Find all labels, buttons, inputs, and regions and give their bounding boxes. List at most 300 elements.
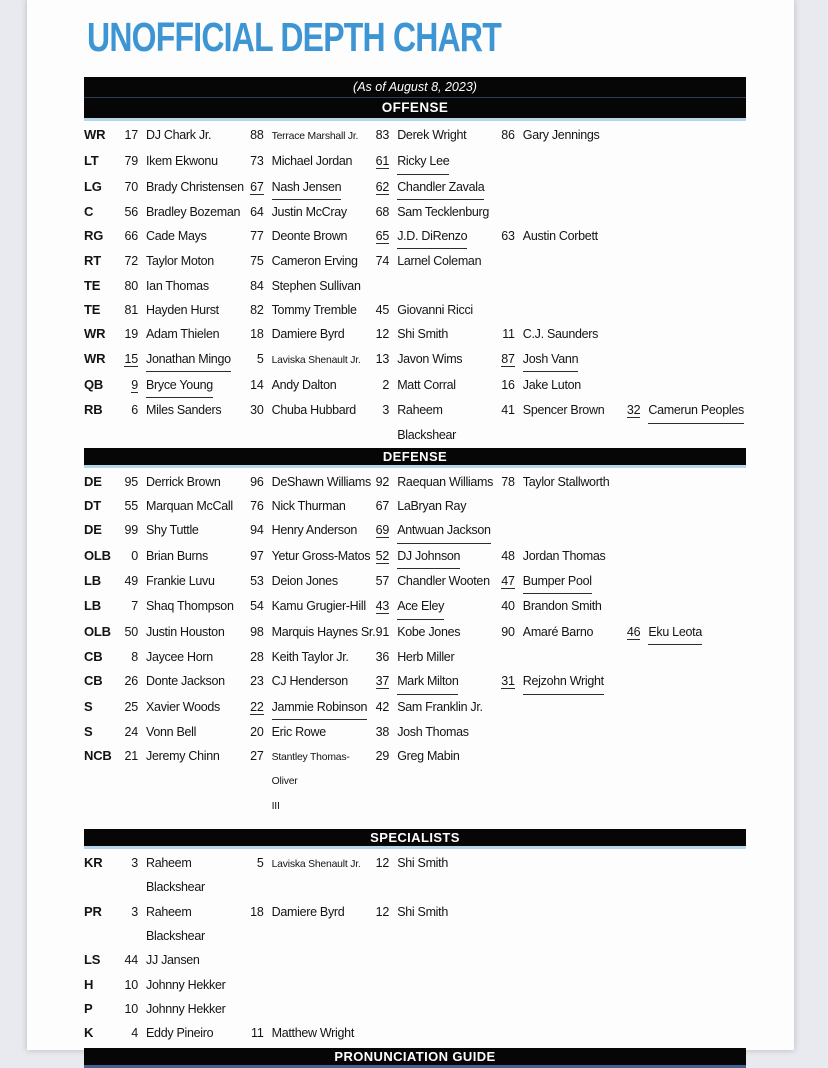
player-name: Spencer Brown [522,403,605,418]
depth-row [84,620,746,645]
player-entry [244,669,370,693]
player-name: Matt Corral [397,377,456,392]
player-entry [495,594,621,618]
defense-rows [84,470,746,819]
player-entry [369,373,495,397]
player-name: Tommy Tremble [271,303,357,318]
player-name: Antwuan Jackson [397,518,490,543]
player-entry [244,620,376,644]
position-label: OLB [84,623,111,639]
player-name: Laviska Shenault Jr. [271,354,361,366]
player-name: Stantley Thomas-Oliver III [271,752,350,812]
player-entry [244,1021,370,1045]
player-number: 64 [250,204,264,219]
player-number: 37 [375,674,390,689]
player-entry [495,398,621,422]
player-name: Stephen Sullivan [271,278,361,293]
player-entry [495,470,621,494]
player-entry [118,669,244,693]
player-name: Sam Franklin Jr. [397,699,483,714]
player-number: 53 [250,574,264,589]
depth-row [84,900,746,949]
player-name: Chuba Hubbard [271,403,356,418]
player-name: Raheem Blackshear [397,403,457,442]
player-number: 5 [256,856,264,871]
position-label: DE [84,473,102,489]
player-number: 97 [250,548,264,563]
player-entry [118,398,244,422]
position-label: C [84,203,94,219]
player-entry [118,298,244,322]
player-number: 96 [250,474,264,489]
position-label: DE [84,522,102,538]
player-number: 5 [256,351,264,366]
player-name: Jake Luton [522,377,581,392]
player-name: LaBryan Ray [397,499,467,514]
player-name: Ikem Ekwonu [146,154,218,169]
depth-row [84,973,746,997]
player-entry [369,298,495,322]
pronunciation-guide-header-bar [84,1048,746,1068]
player-number: 22 [250,699,264,714]
depth-row [84,669,746,694]
player-name: Brandon Smith [522,599,602,614]
player-name: Chandler Zavala [397,175,484,200]
player-entry [118,900,244,949]
player-name: Damiere Byrd [271,327,345,342]
position-label: S [84,723,93,739]
player-name: Raheem Blackshear [146,904,205,943]
player-number: 63 [501,229,515,244]
player-name: Justin McCray [271,204,347,219]
player-name: Deonte Brown [271,229,348,244]
depth-row [84,544,746,569]
player-number: 49 [124,574,138,589]
player-number: 4 [131,1026,138,1041]
player-number: 67 [375,499,390,514]
player-number: 44 [124,953,138,968]
player-number: 72 [124,254,138,269]
player-entry [244,298,370,322]
player-name: Gary Jennings [522,128,600,142]
player-number: 27 [250,749,264,764]
player-name: Mark Milton [397,669,458,694]
player-entry [118,544,244,568]
player-entry [369,669,495,694]
player-number: 54 [250,599,264,614]
player-name: DJ Chark Jr. [146,128,212,142]
player-entry [118,997,244,1021]
player-name: Ace Eley [397,594,444,619]
document-page [27,0,794,1065]
player-name: Herb Miller [397,649,455,664]
player-number: 73 [250,154,264,169]
position-label: LT [84,153,99,169]
player-number: 80 [124,278,138,293]
player-entry [244,569,370,593]
player-entry [369,851,495,875]
player-name: Justin Houston [146,624,225,639]
player-name: Ricky Lee [397,149,449,174]
player-number: 20 [250,724,264,739]
player-name: Chandler Wooten [397,574,490,589]
player-name: Shaq Thompson [146,599,234,614]
player-entry [244,494,370,518]
player-name: Camerun Peoples [648,398,744,423]
player-entry [244,851,370,877]
defense-header-bar [84,448,746,468]
depth-row [84,645,746,669]
player-number: 7 [131,599,138,614]
player-name: Raheem Blackshear [146,856,205,895]
player-name: Laviska Shenault Jr. [271,859,361,871]
player-entry [244,175,370,200]
player-number: 74 [375,254,390,269]
player-name: Johnny Hekker [146,977,226,992]
player-number: 56 [124,204,138,219]
player-entry [495,347,621,372]
player-entry [369,224,495,249]
player-entry [118,518,244,542]
player-number: 57 [375,574,390,589]
player-name: DeShawn Williams [271,474,371,489]
player-name: JJ Jansen [146,953,200,968]
player-name: Yetur Gross-Matos [271,548,371,563]
position-label: RG [84,228,104,244]
player-entry [369,149,495,174]
player-entry [118,175,244,199]
player-name: Miles Sanders [146,403,222,418]
player-entry [118,720,244,744]
depth-row [84,249,746,273]
player-number: 61 [375,154,390,169]
player-number: 76 [250,499,264,514]
player-name: Nick Thurman [271,499,346,514]
player-entry [620,398,746,423]
player-name: Bumper Pool [523,569,592,594]
player-number: 21 [124,749,138,764]
player-name: Amaré Barno [522,624,594,639]
player-entry [244,518,370,542]
as-of-date: (As of August 8, 2023) [84,77,746,98]
position-label: NCB [84,748,112,764]
player-name: Rejzohn Wright [523,669,604,694]
player-entry [244,347,370,373]
player-entry [369,544,495,569]
player-entry [118,249,244,273]
player-number: 3 [382,403,390,418]
player-entry [118,695,244,719]
player-number: 10 [124,1001,138,1016]
player-name: Raequan Williams [397,474,494,489]
player-name: Cameron Erving [271,254,358,269]
player-entry [244,322,370,346]
player-number: 28 [250,649,264,664]
player-number: 83 [375,128,390,142]
player-name: Jeremy Chinn [146,749,220,764]
player-number: 98 [250,624,264,639]
player-number: 17 [124,128,138,142]
player-entry [244,594,370,618]
depth-row [84,347,746,373]
player-name: Jaycee Horn [146,649,213,664]
player-entry [118,149,244,173]
player-name: Terrace Marshall Jr. [271,131,359,142]
player-entry [118,274,244,298]
position-label: S [84,698,93,714]
player-name: Josh Thomas [397,724,469,739]
player-name: Josh Vann [523,347,578,372]
player-name: Derek Wright [397,128,467,142]
player-name: Sam Tecklenburg [397,204,490,219]
depth-row [84,149,746,174]
depth-row [84,594,746,619]
player-name: Javon Wims [397,351,463,366]
player-number: 88 [250,128,264,142]
player-name: Shy Tuttle [146,523,199,538]
player-number: 66 [124,229,138,244]
player-name: Adam Thielen [146,327,220,342]
player-entry [118,1021,244,1045]
player-number: 3 [131,904,138,919]
player-entry [244,373,370,397]
position-label: WR [84,326,106,342]
player-number: 3 [131,856,138,871]
depth-row [84,997,746,1021]
section-label-pronunciation-guide: PRONUNCIATION GUIDE [334,1049,496,1065]
player-entry [495,569,621,594]
player-number: 12 [375,904,390,919]
player-number: 47 [501,574,515,589]
player-entry [118,347,244,372]
player-name: Eddy Pineiro [146,1026,214,1041]
player-entry [118,569,244,593]
player-number: 38 [375,724,390,739]
player-name: CJ Henderson [271,674,348,689]
player-number: 48 [501,548,515,563]
player-name: Keith Taylor Jr. [271,649,349,664]
player-entry [369,347,495,371]
player-name: Larnel Coleman [397,254,482,269]
player-number: 36 [375,649,390,664]
player-number: 12 [375,856,390,871]
position-label: RT [84,253,101,269]
player-number: 69 [375,523,390,538]
player-number: 95 [124,474,138,489]
player-name: Jonathan Mingo [146,347,231,372]
player-name: Austin Corbett [522,229,598,244]
player-name: Cade Mays [146,229,207,244]
player-number: 92 [375,474,390,489]
player-number: 81 [124,303,138,318]
player-entry [244,720,370,744]
offense-rows [84,123,746,447]
player-name: Bryce Young [146,373,213,398]
player-number: 52 [375,548,390,563]
depth-row [84,948,746,972]
player-entry [369,900,495,924]
player-entry [118,851,244,900]
player-number: 50 [124,624,138,639]
player-entry [369,594,495,619]
player-entry [244,123,370,149]
player-entry [118,373,244,398]
player-number: 86 [501,128,515,142]
player-number: 11 [251,1026,264,1041]
depth-chart-content [84,0,746,1068]
depth-row [84,224,746,249]
player-name: Ian Thomas [146,278,209,293]
player-entry [369,123,495,147]
player-entry [118,744,244,768]
section-label-defense: DEFENSE [382,448,448,464]
position-label: WR [84,127,106,142]
depth-row [84,470,746,494]
position-label: WR [84,350,106,366]
position-label: K [84,1025,94,1041]
player-number: 99 [124,523,138,538]
player-name: Jordan Thomas [522,548,606,563]
player-number: 91 [375,624,390,639]
player-name: Derrick Brown [146,474,221,489]
player-name: Marquan McCall [146,499,233,514]
player-number: 42 [375,699,390,714]
player-number: 94 [250,523,264,538]
player-number: 16 [501,377,515,392]
player-number: 29 [375,749,390,764]
position-label: KR [84,855,103,871]
player-entry [118,470,244,494]
depth-row [84,1021,746,1045]
player-name: Giovanni Ricci [397,303,473,318]
player-name: Taylor Stallworth [522,474,610,489]
player-name: Shi Smith [397,904,448,919]
player-number: 6 [131,403,138,418]
position-label: LB [84,598,101,614]
player-name: Nash Jensen [272,175,342,200]
player-name: J.D. DiRenzo [397,224,467,249]
player-name: Xavier Woods [146,699,220,714]
depth-row [84,398,746,447]
player-number: 82 [250,303,264,318]
position-label: TE [84,277,101,293]
player-number: 40 [501,599,515,614]
player-number: 2 [382,377,390,392]
player-name: C.J. Saunders [522,327,599,342]
player-entry [495,123,621,147]
player-entry [244,249,370,273]
player-entry [495,322,621,346]
player-entry [244,544,370,568]
depth-row [84,322,746,346]
player-entry [118,224,244,248]
player-number: 24 [124,724,138,739]
player-entry [369,398,495,447]
player-number: 41 [501,403,515,418]
section-label-specialists: SPECIALISTS [370,830,460,846]
player-name: Frankie Luvu [146,574,215,589]
depth-row [84,518,746,543]
player-entry [495,224,621,248]
player-entry [118,594,244,618]
depth-row [84,175,746,200]
player-name: Shi Smith [397,327,448,342]
player-entry [369,695,495,719]
player-name: Kobe Jones [397,624,461,639]
player-number: 78 [501,474,515,489]
player-name: Brian Burns [146,548,209,563]
position-label: H [84,976,94,992]
player-entry [495,620,621,644]
player-name: Eku Leota [648,620,702,645]
player-entry [369,200,495,224]
player-number: 13 [375,351,390,366]
player-number: 45 [375,303,390,318]
position-label: LB [84,573,101,589]
player-number: 65 [375,229,390,244]
player-name: Bradley Bozeman [146,204,241,219]
player-number: 84 [250,278,264,293]
player-name: Brady Christensen [146,179,244,194]
depth-row [84,373,746,398]
player-entry [118,200,244,224]
depth-row [84,123,746,149]
player-entry [244,695,370,720]
player-name: Hayden Hurst [146,303,219,318]
depth-row [84,720,746,744]
player-number: 79 [124,154,138,169]
player-name: Shi Smith [397,856,448,871]
player-name: DJ Johnson [397,544,460,569]
player-number: 55 [124,499,138,514]
player-entry [118,948,244,972]
player-entry [244,470,370,494]
position-label: CB [84,673,103,689]
player-entry [369,470,495,494]
depth-row [84,851,746,900]
specialists-rows [84,851,746,1045]
depth-row [84,200,746,224]
player-entry [369,720,495,744]
player-entry [244,200,370,224]
player-number: 67 [250,179,264,194]
player-number: 18 [250,904,264,919]
player-entry [118,645,244,669]
player-name: Marquis Haynes Sr. [271,624,376,639]
position-label: P [84,1000,93,1016]
position-label: QB [84,376,104,392]
player-number: 12 [375,327,390,342]
player-name: Deion Jones [271,574,338,589]
depth-row [84,695,746,720]
player-entry [244,645,370,669]
depth-row [84,298,746,322]
player-entry [369,645,495,669]
player-number: 0 [131,548,138,563]
player-name: Johnny Hekker [146,1001,226,1016]
player-entry [369,620,495,644]
player-number: 62 [375,179,390,194]
position-label: LG [84,178,102,194]
player-entry [244,900,370,924]
player-entry [244,398,370,422]
player-entry [244,149,370,173]
player-entry [118,494,244,518]
specialists-header-bar [84,829,746,849]
player-number: 18 [250,327,264,342]
player-entry [244,744,370,819]
player-name: Henry Anderson [271,523,358,538]
